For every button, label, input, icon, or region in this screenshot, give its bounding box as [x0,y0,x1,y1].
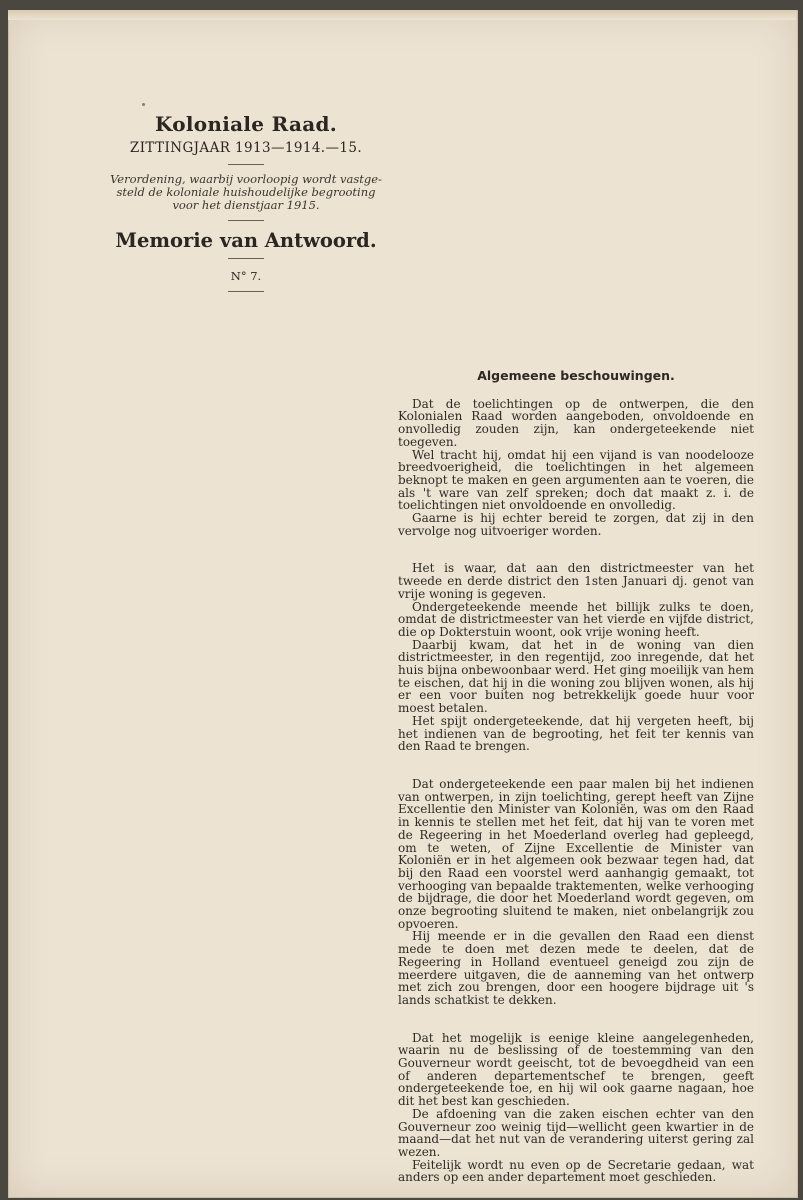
document-header [104,112,388,300]
paragraph-gap [398,1007,754,1032]
document-number: N° 7. [230,269,262,283]
paragraph: Hij meende er in die gevallen den Raad een dienst mede te doen met dezen mede te deelen, dat de Regeering in Holland eventueel geneigd zou zijn de meerdere uitgaven, die de aanneming van het ontwerp met zich zou brengen, door een hoogere bijdrage uit 's lands schatkist te dekken. [398,929,754,1007]
section-heading: Algemeene beschouwingen. [477,368,675,383]
session-year: ZITTINGJAAR 1913—1914.—15. [129,140,363,156]
paragraph: Dat het mogelijk is eenige kleine aangelegenheden, waarin nu de beslissing of de toestemming van den Gouverneur wordt geeischt, tot de bevoegdheid van een of anderen departementschef te brengen, geeft ondergeteekende toe, en hij wil ook gaarne nagaan, hoe dit het best kan geschieden. [398,1030,754,1109]
council-title: Koloniale Raad. [154,112,338,136]
paragraph: Dat de toelichtingen op de ontwerpen, die den Kolonialen Raad worden aangeboden, onvoldoende en onvolledig zouden zijn, kan ondergeteekende niet toegeven. [398,396,754,449]
ordinance-line: voor het dienstjaar 1915. [172,198,320,212]
paragraph-gap [398,537,754,562]
document-body [398,370,754,1184]
divider [228,220,264,221]
ordinance-line: Verordening, waarbij voorloopig wordt vastge- [110,172,382,186]
paragraph: Ondergeteekende meende het billijk zulks te doen, omdat de districtmeester van het vierde en vijfde district, die op Dokterstuin woont, ook vrije woning heeft. [398,599,754,639]
divider [228,258,264,259]
ink-dot [142,103,145,106]
paragraph: Wel tracht hij, omdat hij een vijand is van noodelooze breedvoerigheid, die toelichtingen in het algemeen beknopt te maken en geen argumenten aan te voeren, die als 't ware van zelf spreken; doch dat maakt z. i. de toelichtingen niet onvoldoende en onvolledig. [398,447,754,513]
divider [228,164,264,165]
paragraph: Daarbij kwam, dat het in de woning van dien districtmeester, in den regentijd, zoo inregende, dat het huis bijna onbewoonbaar werd. Het ging moeilijk van hem te eischen, dat hij in die woning zou blijven wonen, als hij er een voor buiten nog betrekkelijk goede huur voor moest betalen. [398,637,755,716]
page-edge [8,10,796,20]
ordinance-line: steld de koloniale huishoudelijke begrooting [116,185,376,199]
document-title: Memorie van Antwoord. [115,229,377,252]
paragraph: De afdoening van die zaken eischen echter van den Gouverneur zoo weinig tijd—wellicht geen kwartier in de maand—dat het nut van de verandering uiterst gering zal wezen. [398,1106,754,1159]
paragraph: Het is waar, dat aan den districtmeester van het tweede en derde district den 1sten Januari dj. genot van vrije woning is gegeven. [398,561,754,601]
paragraph: Gaarne is hij echter bereid te zorgen, dat zij in den vervolge nog uitvoeriger worden. [398,511,754,538]
paragraph: Dat ondergeteekende een paar malen bij het indienen van ontwerpen, in zijn toelichting, gerept heeft van Zijne Excellentie den Minister van Koloniën, was om den Raad in kennis te stellen met het feit, dat hij van te voren met de Regeering in het Moederland overleg had gepleegd, om te weten, of Zijne Excellentie de Minister van Koloniën er in het algemeen ook bezwaar tegen had, dat bij den Raad een voorstel werd aanhangig gemaakt, tot verhooging van bepaalde traktementen, welke verhooging de bijdrage, die door het Moederland wordt gegeven, om onze begrooting sluitend te maken, niet onbelangrijk zou opvoeren. [398,776,754,931]
paragraph: Feitelijk wordt nu even op de Secretarie gedaan, wat anders op een ander departement moet geschieden. [398,1157,754,1185]
paragraph-gap [398,753,754,778]
paragraph: Het spijt ondergeteekende, dat hij vergeten heeft, bij het indienen van de begrooting, het feit ter kennis van den Raad te brengen. [398,713,754,754]
divider [228,291,264,292]
